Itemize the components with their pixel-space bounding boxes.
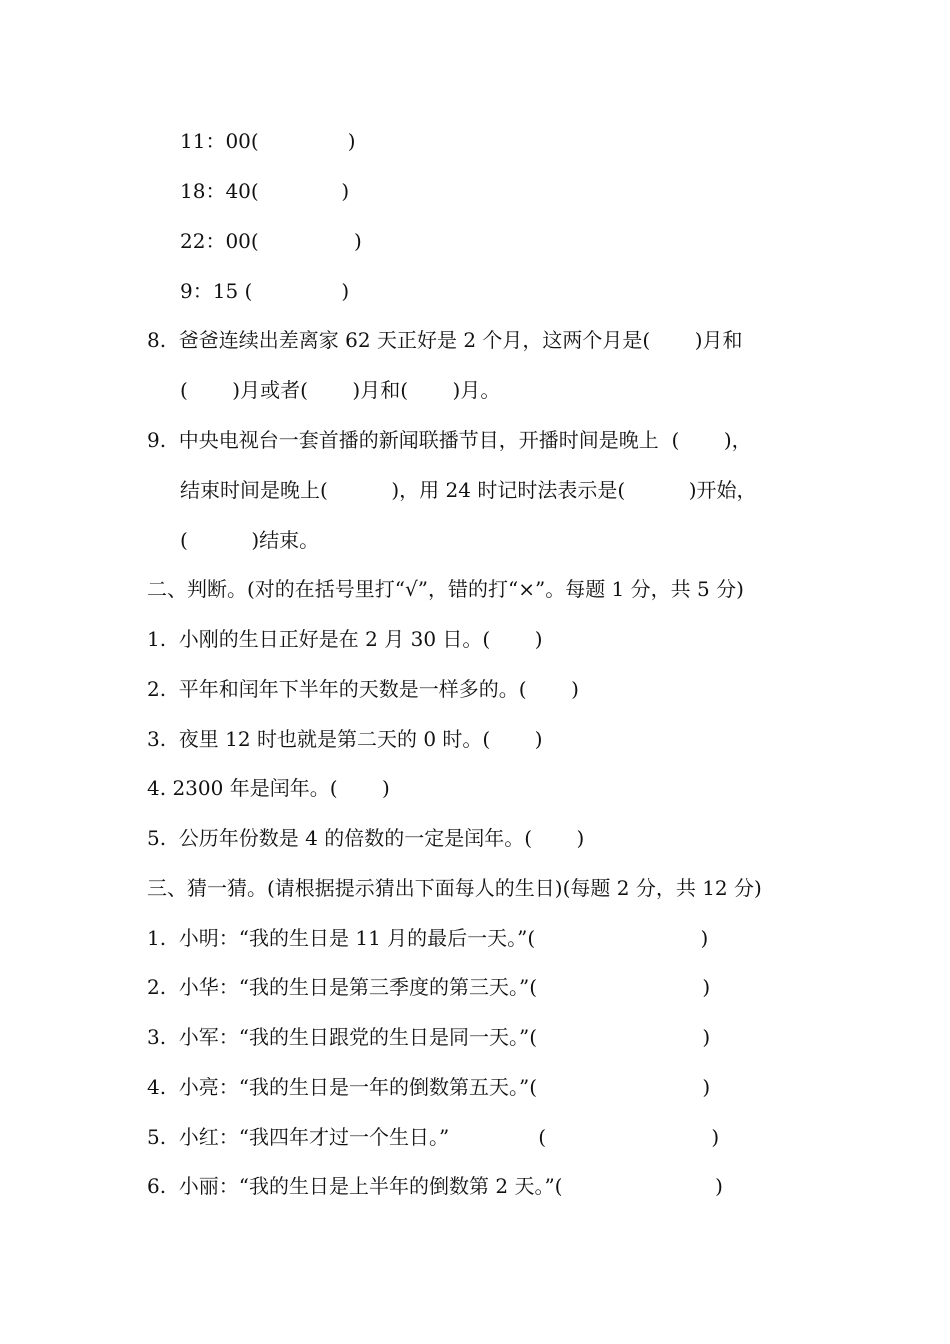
guess-item-3: 3. 小军：“我的生日跟党的生日是同一天。”( ) — [147, 1025, 711, 1049]
guess-item-2: 2. 小华：“我的生日是第三季度的第三天。”( ) — [147, 975, 711, 999]
judge-item-2: 2. 平年和闰年下半年的天数是一样多的。( ) — [147, 677, 579, 701]
question-8-line-2: ( )月或者( )月和( )月。 — [180, 378, 501, 402]
question-9-line-2: 结束时间是晚上( )，用 24 时记时法表示是( )开始， — [180, 478, 757, 502]
judge-item-1: 1. 小刚的生日正好是在 2 月 30 日。( ) — [147, 627, 543, 651]
time-line-2200: 22：00( ) — [180, 229, 362, 253]
section-3-heading: 三、猜一猜。(请根据提示猜出下面每人的生日)(每题 2 分，共 12 分) — [147, 876, 762, 900]
time-line-1840: 18：40( ) — [180, 179, 350, 203]
question-8-line-1: 8. 爸爸连续出差离家 62 天正好是 2 个月，这两个月是( )月和 — [147, 328, 743, 352]
guess-item-6: 6. 小丽：“我的生日是上半年的倒数第 2 天。”( ) — [147, 1174, 723, 1198]
judge-item-3: 3. 夜里 12 时也就是第二天的 0 时。( ) — [147, 727, 543, 751]
question-9-line-1: 9. 中央电视台一套首播的新闻联播节目，开播时间是晚上 ( )， — [147, 428, 752, 452]
guess-item-1: 1. 小明：“我的生日是 11 月的最后一天。”( ) — [147, 926, 709, 950]
guess-item-4: 4. 小亮：“我的生日是一年的倒数第五天。”( ) — [147, 1075, 711, 1099]
judge-item-5: 5. 公历年份数是 4 的倍数的一定是闰年。( ) — [147, 826, 585, 850]
time-line-1100: 11：00( ) — [180, 129, 356, 153]
time-line-915: 9：15 ( ) — [180, 279, 350, 303]
question-9-line-3: ( )结束。 — [180, 528, 320, 552]
judge-item-4: 4. 2300 年是闰年。( ) — [147, 776, 390, 800]
guess-item-5: 5. 小红：“我四年才过一个生日。” ( ) — [147, 1125, 720, 1149]
section-2-heading: 二、判断。(对的在括号里打“√”，错的打“×”。每题 1 分，共 5 分) — [147, 577, 744, 601]
